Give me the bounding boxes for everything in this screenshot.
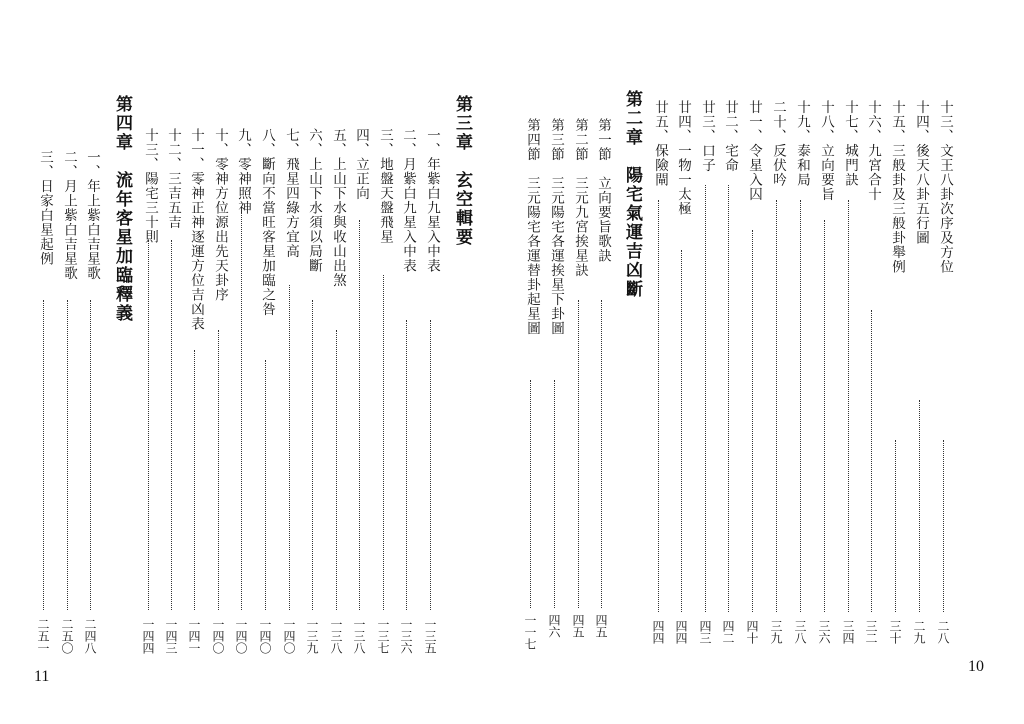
- entry-title: 廿二、宅命: [722, 100, 738, 173]
- entry-page: 二四八: [83, 618, 97, 654]
- leader-dots: [218, 330, 219, 610]
- entry-title: 二十、反伏吟: [770, 100, 786, 187]
- leader-dots: [430, 320, 431, 610]
- leader-dots: [848, 200, 849, 612]
- leader-dots: [336, 330, 337, 610]
- leader-dots: [265, 360, 266, 610]
- page-number-left: 11: [34, 668, 50, 685]
- entry-title: 十七、城門訣: [842, 100, 858, 187]
- entry-title: 十六、九宮合十: [865, 100, 881, 202]
- entry-page: 一三七: [376, 618, 390, 654]
- entry-title: 十八、立向要旨: [818, 100, 834, 202]
- entry-title: 廿三、口子: [699, 100, 715, 173]
- leader-dots: [871, 310, 872, 612]
- leader-dots: [359, 220, 360, 610]
- entry-page: 三九: [769, 620, 783, 644]
- chapter-heading: 第二章 陽宅氣運吉凶斷: [622, 90, 642, 299]
- section-page: 四五: [594, 614, 608, 638]
- entry-page: 四十: [745, 620, 759, 644]
- leader-dots: [895, 440, 896, 612]
- entry-page: 三六: [817, 620, 831, 644]
- entry-title: 三、日家白星起例: [37, 150, 53, 266]
- entry-title: 十、零神方位源出先天卦序: [212, 128, 228, 302]
- entry-title: 五、上山下水與收山出煞: [330, 128, 346, 288]
- leader-dots: [241, 210, 242, 610]
- entry-page: 四四: [651, 620, 665, 644]
- section-title: 第三節 三元陽宅各運挨星下卦圖: [548, 118, 564, 336]
- entry-page: 一四〇: [258, 618, 272, 654]
- entry-page: 一四一: [187, 618, 201, 654]
- leader-dots: [530, 380, 531, 608]
- entry-page: 三八: [793, 620, 807, 644]
- entry-page: 三十: [888, 620, 902, 644]
- leader-dots: [194, 350, 195, 610]
- entry-page: 一三六: [399, 618, 413, 654]
- entry-title: 廿四、一物一太極: [675, 100, 691, 216]
- entry-title: 三、地盤天盤飛星: [377, 128, 393, 244]
- leader-dots: [824, 220, 825, 612]
- entry-page: 一三八: [329, 618, 343, 654]
- section-title: 第四節 三元陽宅各運替卦起星圖: [524, 118, 540, 336]
- entry-page: 二五一: [36, 618, 50, 654]
- entry-page: 二五〇: [60, 618, 74, 654]
- entry-page: 二八: [936, 620, 950, 644]
- entry-page: 一三八: [352, 618, 366, 654]
- leader-dots: [681, 250, 682, 612]
- leader-dots: [601, 300, 602, 608]
- entry-page: 一三九: [305, 618, 319, 654]
- leader-dots: [919, 400, 920, 612]
- section-title: 第二節 三元九宮挨星訣: [572, 118, 588, 278]
- section-page: 一一七: [523, 614, 537, 650]
- entry-page: 三四: [841, 620, 855, 644]
- leader-dots: [383, 275, 384, 610]
- entry-title: 六、上山下水須以局斷: [306, 128, 322, 273]
- entry-page: 一四四: [141, 618, 155, 654]
- section-title: 第一節 立向要旨歌訣: [595, 118, 611, 263]
- leader-dots: [90, 300, 91, 610]
- leader-dots: [705, 185, 706, 612]
- section-page: 四六: [547, 614, 561, 638]
- entry-page: 四二: [721, 620, 735, 644]
- entry-page: 一四三: [164, 618, 178, 654]
- entry-title: 十九、泰和局: [794, 100, 810, 187]
- leader-dots: [728, 185, 729, 612]
- leader-dots: [148, 240, 149, 610]
- leader-dots: [752, 230, 753, 612]
- entry-page: 三二: [864, 620, 878, 644]
- section-page: 四五: [571, 614, 585, 638]
- entry-title: 四、立正向: [353, 128, 369, 201]
- entry-page: 二九: [912, 620, 926, 644]
- chapter-heading: 第四章 流年客星加臨釋義: [112, 95, 132, 323]
- entry-page: 一四〇: [282, 618, 296, 654]
- entry-page: 四三: [698, 620, 712, 644]
- entry-title: 一、年紫白九星入中表: [424, 128, 440, 273]
- leader-dots: [943, 440, 944, 612]
- leader-dots: [406, 320, 407, 610]
- entry-title: 一、年上紫白吉星歌: [84, 150, 100, 281]
- entry-title: 十四、後天八卦五行圖: [913, 100, 929, 245]
- leader-dots: [776, 200, 777, 612]
- entry-title: 十三、陽宅三十則: [142, 128, 158, 244]
- entry-title: 二、月上紫白吉星歌: [61, 150, 77, 281]
- entry-title: 十三、文王八卦次序及方位: [937, 100, 953, 274]
- entry-page: 一三五: [423, 618, 437, 654]
- leader-dots: [171, 240, 172, 610]
- entry-page: 一四〇: [234, 618, 248, 654]
- entry-title: 九、零神照神: [235, 128, 251, 215]
- page-number-right: 10: [968, 658, 984, 675]
- entry-title: 八、斷向不當旺客星加臨之咎: [259, 128, 275, 317]
- entry-title: 廿五、保險閘: [652, 100, 668, 187]
- gutter: [508, 0, 516, 724]
- entry-title: 十一、零神正神逐運方位吉凶表: [188, 128, 204, 331]
- chapter-heading: 第三章 玄空輯要: [452, 95, 472, 247]
- leader-dots: [67, 300, 68, 610]
- leader-dots: [578, 300, 579, 608]
- leader-dots: [289, 285, 290, 610]
- entry-title: 十二、三吉五吉: [165, 128, 181, 230]
- entry-title: 七、飛星四綠方宜高: [283, 128, 299, 259]
- leader-dots: [43, 300, 44, 610]
- leader-dots: [554, 380, 555, 608]
- entry-title: 二、月紫白九星入中表: [400, 128, 416, 273]
- leader-dots: [800, 200, 801, 612]
- leader-dots: [658, 200, 659, 612]
- entry-title: 廿一、令星入囚: [746, 100, 762, 202]
- entry-page: 一四〇: [211, 618, 225, 654]
- leader-dots: [312, 300, 313, 610]
- entry-title: 十五、三般卦及三般卦舉例: [889, 100, 905, 274]
- entry-page: 四四: [674, 620, 688, 644]
